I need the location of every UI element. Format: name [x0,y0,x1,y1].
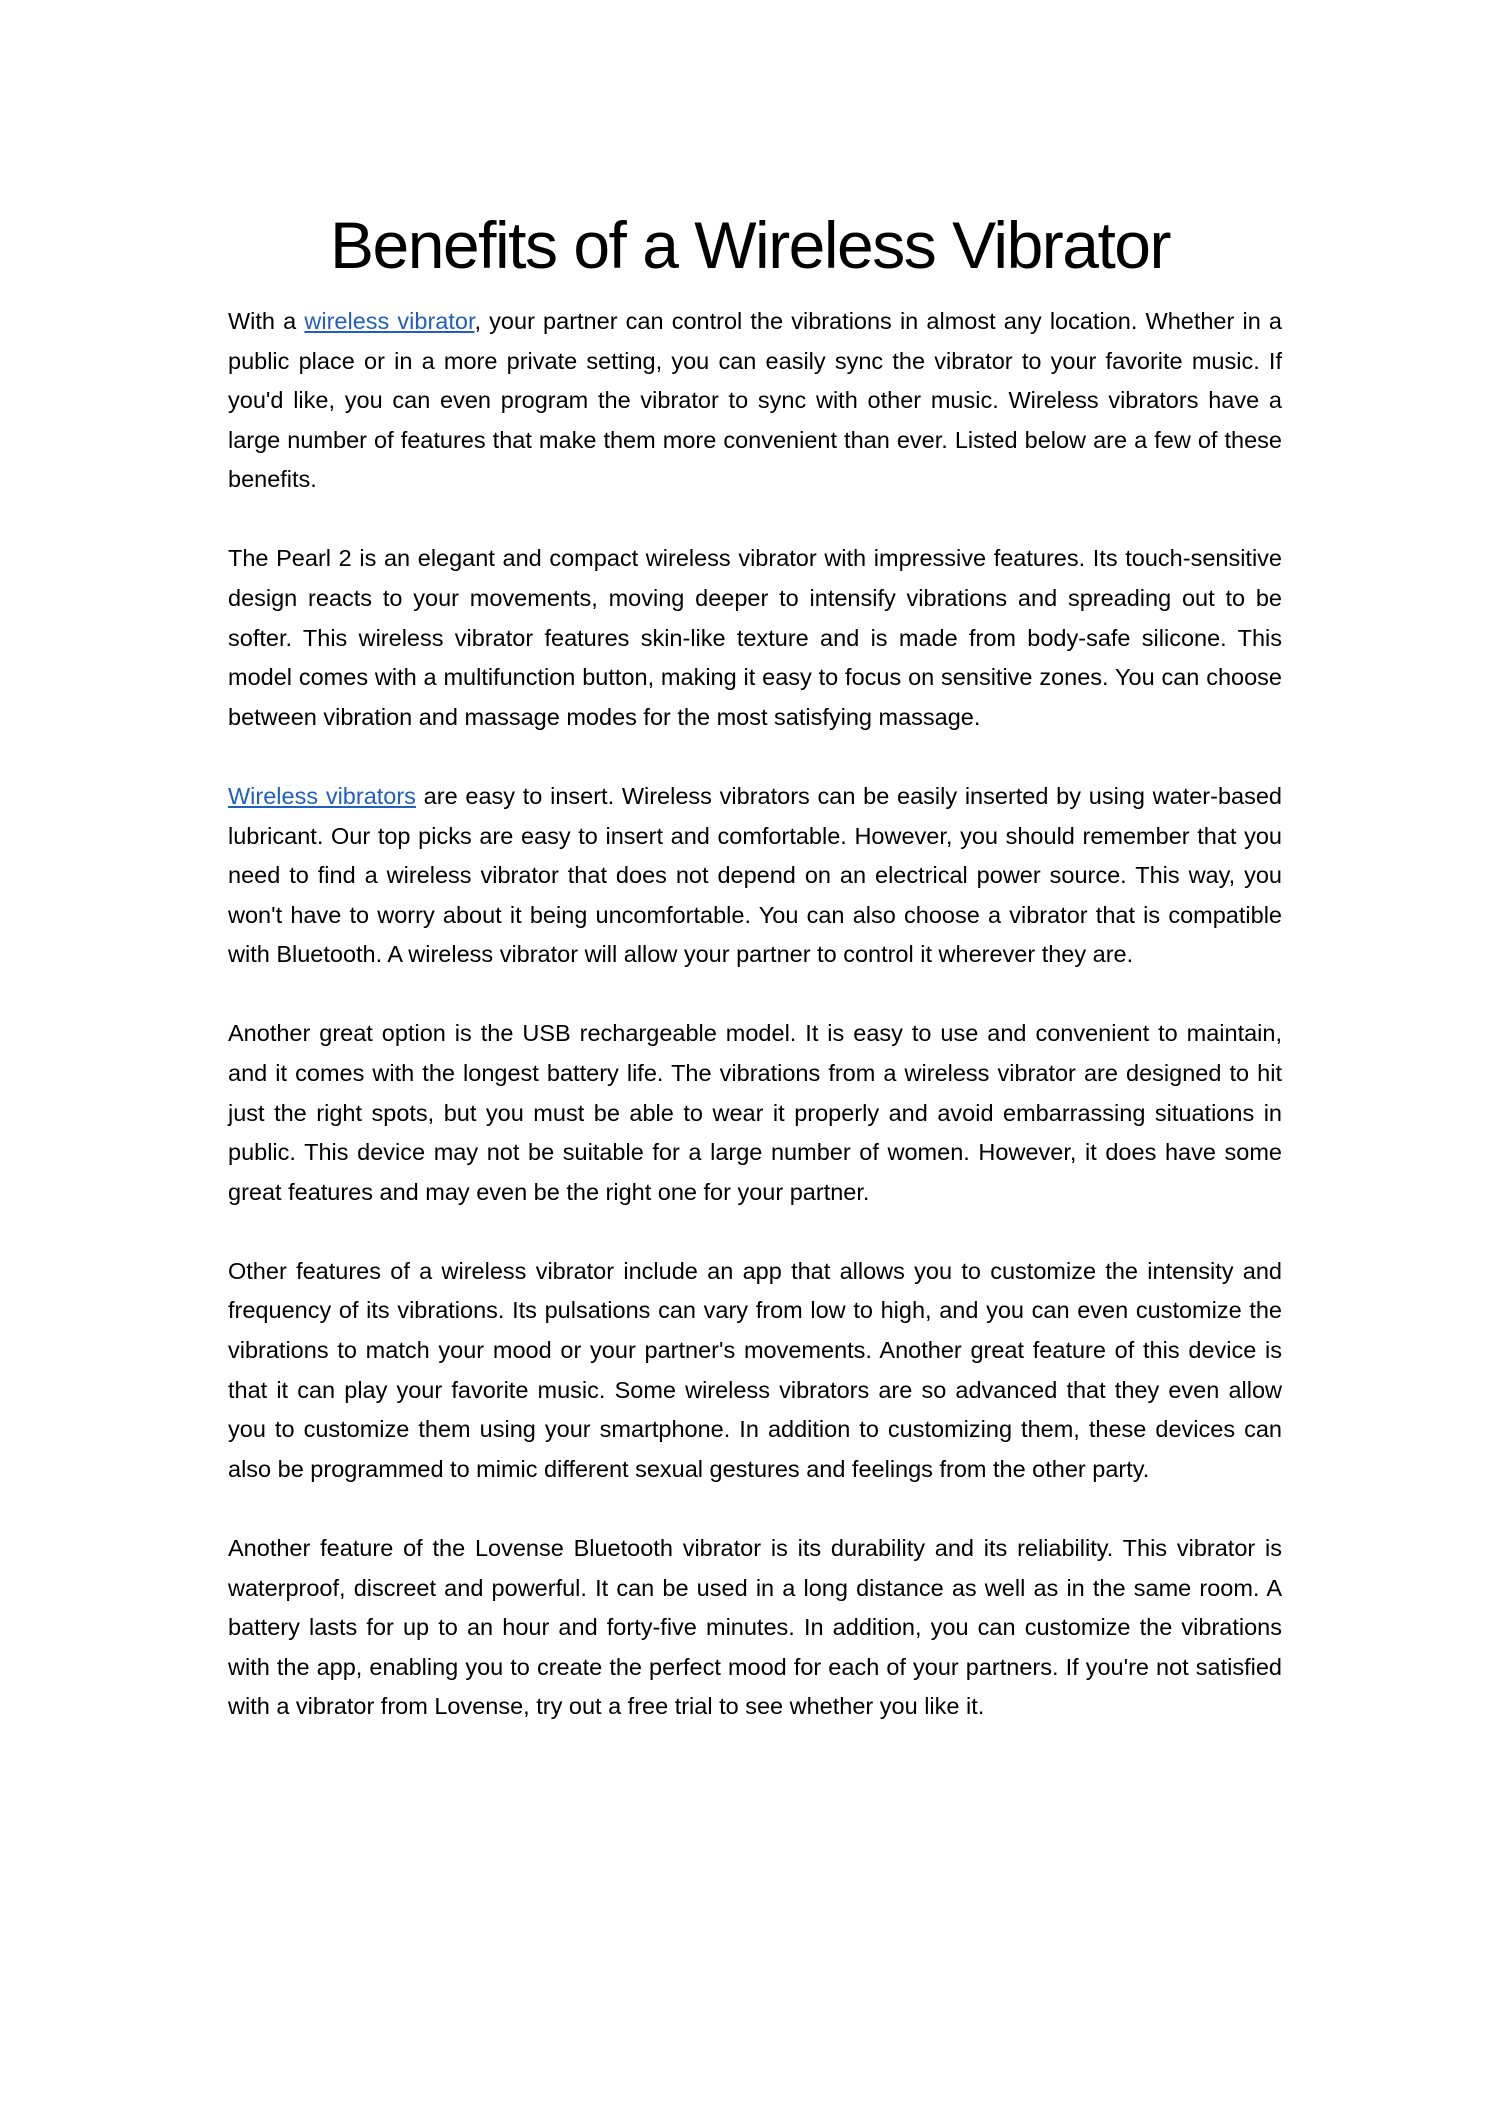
paragraph-3 [228,777,1282,975]
paragraph-4: Another great option is the USB rechargeable model. It is easy to use and convenient to maintain, and it comes with the longest battery life. The vibrations from a wireless vibrator are designed to hit just the right spots, but you must be able to wear it properly and avoid embarrassing situations in public. This device may not be suitable for a large number of women. However, it does have some great features and may even be the right one for your partner. [228,1020,1282,1205]
paragraph-1 [228,302,1282,500]
paragraph-5: Other features of a wireless vibrator include an app that allows you to customize the intensity and frequency of its vibrations. Its pulsations can vary from low to high, and you can even customize the vibrations to match your mood or your partner's movements. Another great feature of this device is that it can play your favorite music. Some wireless vibrators are so advanced that they even allow you to customize them using your smartphone. In addition to customizing them, these devices can also be programmed to mimic different sexual gestures and feelings from the other party. [228,1257,1282,1482]
paragraph-1-lead-text: With a [228,308,305,334]
paragraph-3-text: are easy to insert. Wireless vibrators can be easily inserted by using water-based lubricant. Our top picks are easy to insert and comfortable. However, you should remember that you need to find a wireless vibrator that does not depend on an electrical power source. This way, you won't have to worry about it being uncomfortable. You can also choose a vibrator that is compatible with Bluetooth. A wireless vibrator will allow your partner to control it wherever they are. [228,782,1282,968]
wireless-vibrators-link[interactable]: Wireless vibrators [228,782,416,809]
paragraph-6: Another feature of the Lovense Bluetooth vibrator is its durability and its reliability. This vibrator is waterproof, discreet and powerful. It can be used in a long distance as well as in the same room. A battery lasts for up to an hour and forty-five minutes. In addition, you can customize the vibrations with the app, enabling you to create the perfect mood for each of your partners. If you're not satisfied with a vibrator from Lovense, try out a free trial to see whether you like it. [228,1534,1282,1720]
article-body [228,302,1282,1766]
paragraph-1-text: , your partner can control the vibrations in almost any location. Whether in a public place or in a more private setting, you can easily sync the vibrator to your favorite music. If you'd like, you can even program the vibrator to sync with other music. Wireless vibrators have a large number of features that make them more convenient than ever. Listed below are a few of these benefits. [228,308,1282,493]
paragraph-2: The Pearl 2 is an elegant and compact wireless vibrator with impressive features. Its touch-sensitive design reacts to your movements, moving deeper to intensify vibrations and spreading out to be softer. This wireless vibrator features skin-like texture and is made from body-safe silicone. This model comes with a multifunction button, making it easy to focus on sensitive zones. You can choose between vibration and massage modes for the most satisfying massage. [228,545,1282,730]
wireless-vibrator-link[interactable]: wireless vibrator [304,308,475,334]
page-title: Benefits of a Wireless Vibrator [330,208,1170,282]
